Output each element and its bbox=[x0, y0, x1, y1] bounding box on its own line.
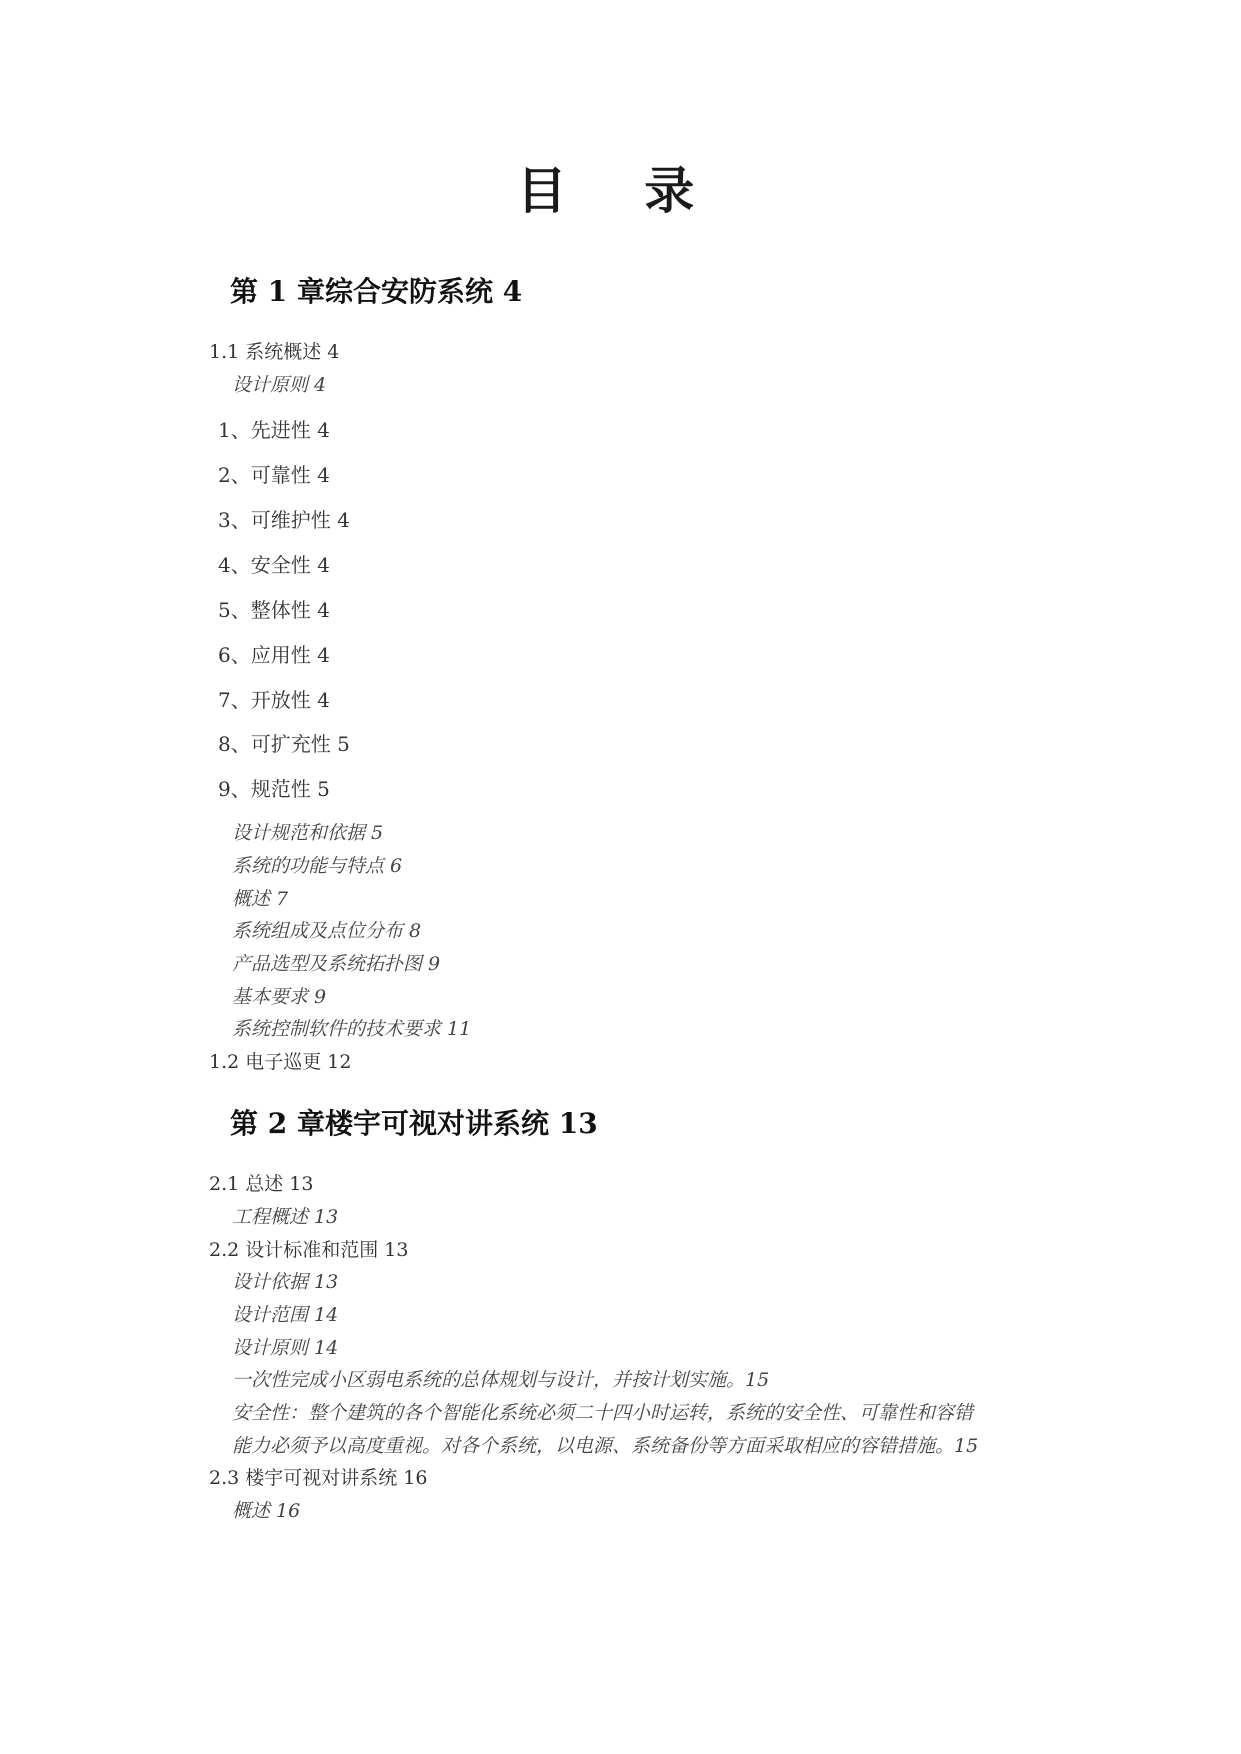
toc-item[interactable]: 4、安全性 4 bbox=[218, 553, 330, 577]
toc-subsection[interactable]: 设计范围 14 bbox=[232, 1304, 339, 1326]
toc-item[interactable]: 9、规范性 5 bbox=[218, 777, 330, 801]
toc-item[interactable]: 1、先进性 4 bbox=[218, 418, 330, 442]
toc-section[interactable]: 2.1 总述 13 bbox=[209, 1173, 314, 1195]
toc-chapter[interactable]: 第 2 章楼宇可视对讲系统 13 bbox=[230, 1107, 598, 1140]
toc-subsection[interactable]: 设计依据 13 bbox=[232, 1271, 339, 1293]
toc-subsection[interactable]: 系统控制软件的技术要求 11 bbox=[232, 1018, 472, 1040]
toc-subsection[interactable]: 设计规范和依据 5 bbox=[232, 822, 384, 844]
toc-item[interactable]: 2、可靠性 4 bbox=[218, 463, 330, 487]
toc-subsection[interactable]: 基本要求 9 bbox=[232, 986, 327, 1008]
toc-subsection[interactable]: 系统组成及点位分布 8 bbox=[232, 920, 422, 942]
toc-chapter[interactable]: 第 1 章综合安防系统 4 bbox=[230, 275, 523, 308]
toc-subsection[interactable]: 系统的功能与特点 6 bbox=[232, 855, 403, 877]
toc-subsection[interactable]: 一次性完成小区弱电系统的总体规划与设计，并按计划实施。15 bbox=[232, 1369, 770, 1391]
toc-subsection[interactable]: 能力必须予以高度重视。对各个系统，以电源、系统备份等方面采取相应的容错措施。15 bbox=[232, 1435, 979, 1457]
toc-section[interactable]: 2.3 楼宇可视对讲系统 16 bbox=[209, 1467, 428, 1489]
toc-item[interactable]: 8、可扩充性 5 bbox=[218, 732, 350, 756]
toc-section[interactable]: 1.2 电子巡更 12 bbox=[209, 1051, 352, 1073]
toc-section[interactable]: 1.1 系统概述 4 bbox=[209, 341, 340, 363]
toc-subsection[interactable]: 概述 16 bbox=[232, 1500, 301, 1522]
toc-subsection[interactable]: 设计原则 4 bbox=[232, 374, 327, 396]
toc-subsection[interactable]: 概述 7 bbox=[232, 888, 289, 910]
toc-item[interactable]: 6、应用性 4 bbox=[218, 643, 330, 667]
page-title: 目 录 bbox=[516, 161, 725, 220]
toc-item[interactable]: 7、开放性 4 bbox=[218, 688, 330, 712]
toc-subsection[interactable]: 安全性：整个建筑的各个智能化系统必须二十四小时运转，系统的安全性、可靠性和容错 bbox=[232, 1402, 974, 1424]
toc-section[interactable]: 2.2 设计标准和范围 13 bbox=[209, 1239, 409, 1261]
toc-item[interactable]: 5、整体性 4 bbox=[218, 598, 330, 622]
toc-subsection[interactable]: 产品选型及系统拓扑图 9 bbox=[232, 953, 441, 975]
toc-subsection[interactable]: 工程概述 13 bbox=[232, 1206, 339, 1228]
toc-item[interactable]: 3、可维护性 4 bbox=[218, 508, 350, 532]
toc-subsection[interactable]: 设计原则 14 bbox=[232, 1337, 339, 1359]
